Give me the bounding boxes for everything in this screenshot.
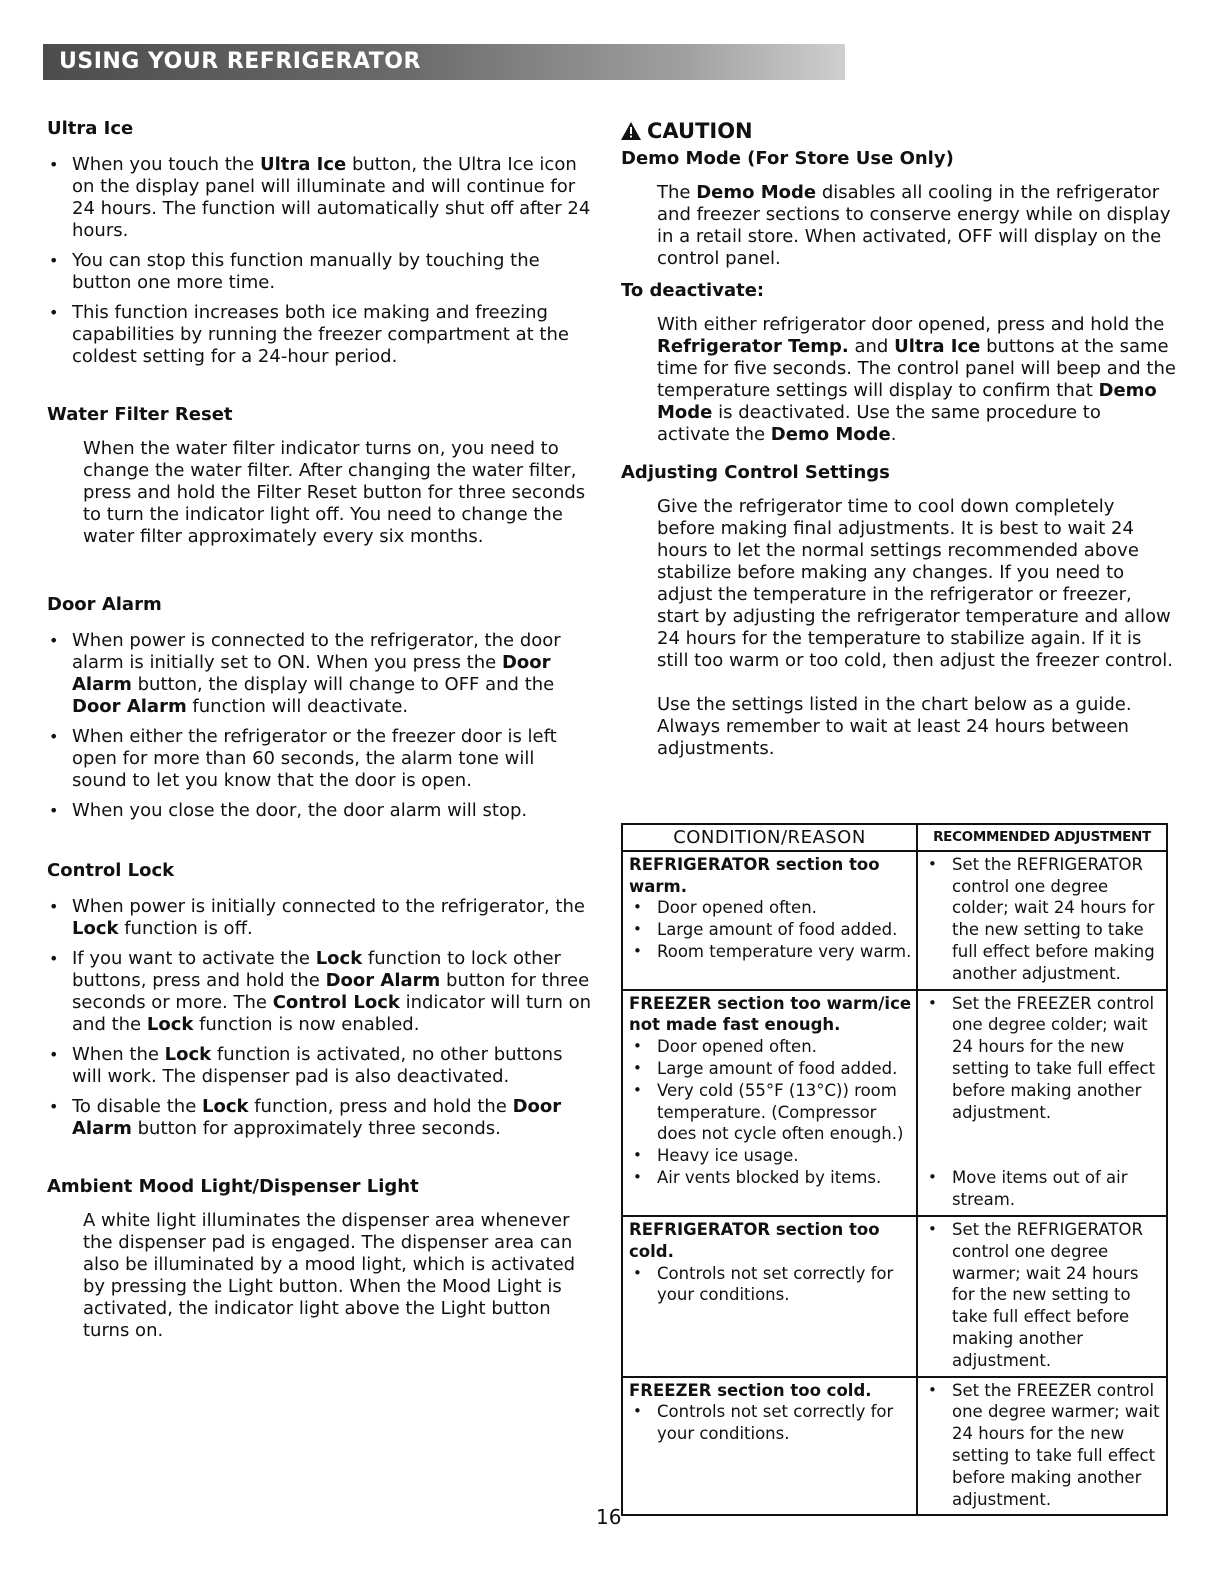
caution-label — [621, 118, 1177, 144]
right-column — [621, 118, 1177, 760]
table-row — [622, 1216, 1167, 1377]
list-item: • Controls not set correctly for your conditions. — [629, 1401, 912, 1445]
list-item: • When either the refrigerator or the freezer door is left open for more than 60 seconds, the alarm tone will sound to let you know that the door is open. — [47, 726, 592, 792]
condition-header: CONDITION/REASON — [622, 824, 917, 851]
list-item: • Set the REFRIGERATOR control one degree warmer; wait 24 hours for the new setting to take full effect before making another adjustment. — [924, 1219, 1162, 1372]
table-row — [622, 851, 1167, 990]
list-item: • Set the FREEZER control one degree colder; wait 24 hours for the new setting to take full effect before making another adjustment. — [924, 993, 1162, 1124]
condition-cell: REFRIGERATOR section too cold. • Controls not set correctly for your conditions. — [622, 1216, 917, 1377]
list-item: • Air vents blocked by items. — [629, 1167, 912, 1189]
condition-cell: FREEZER section too cold. • Controls not set correctly for your conditions. — [622, 1377, 917, 1516]
list-item: • When power is connected to the refrigerator, the door alarm is initially set to ON. When you press the Door Alarm button, the display will change to OFF and the Door Alarm function will deactivate. — [47, 630, 592, 718]
list-item: • This function increases both ice making and freezing capabilities by running the freezer compartment at the coldest setting for a 24-hour period. — [47, 302, 592, 368]
section-banner — [43, 44, 845, 80]
list-item: • Controls not set correctly for your conditions. — [629, 1263, 912, 1307]
table-row — [622, 990, 1167, 1216]
mood-light-heading: Ambient Mood Light/Dispenser Light — [47, 1176, 419, 1197]
list-item: • When the Lock function is activated, no other buttons will work. The dispenser pad is also deactivated. — [47, 1044, 592, 1088]
list-item: • Set the REFRIGERATOR control one degree colder; wait 24 hours for the new setting to take full effect before making another adjustment. — [924, 854, 1162, 985]
adjustment-cell — [917, 1377, 1167, 1516]
list-item: • Large amount of food added. — [629, 1058, 912, 1080]
adjustment-cell — [917, 851, 1167, 990]
list-item: • Move items out of air stream. — [924, 1167, 1162, 1211]
list-item: • When you touch the Ultra Ice button, the Ultra Ice icon on the display panel will illuminate and will continue for 24 hours. The function will automatically shut off after 24 hours. — [47, 154, 592, 242]
adjust-heading: Adjusting Control Settings — [621, 462, 890, 483]
caution-text: CAUTION — [647, 119, 753, 143]
condition-cell: REFRIGERATOR section too warm. • Door opened often. • Large amount of food added. • Room temperature very warm. — [622, 851, 917, 990]
demo-mode-text: The Demo Mode disables all cooling in the refrigerator and freezer sections to conserve energy while on display in a retail store. When activated, OFF will display on the control panel. — [657, 182, 1171, 269]
water-filter-text: When the water filter indicator turns on, you need to change the water filter. After changing the water filter, press and hold the Filter Reset button for three seconds to turn the indicator light off. You need to change the water filter approximately every six months. — [83, 438, 586, 547]
control-lock-list — [47, 896, 592, 1140]
list-item: • To disable the Lock function, press and hold the Door Alarm button for approximately three seconds. — [47, 1096, 592, 1140]
door-alarm-heading: Door Alarm — [47, 594, 162, 615]
list-item: • Set the FREEZER control one degree warmer; wait 24 hours for the new setting to take full effect before making another adjustment. — [924, 1380, 1162, 1511]
adjust-text-1: Give the refrigerator time to cool down completely before making final adjustments. It is best to wait 24 hours to let the normal settings recommended above stabilize before making any changes. If you need to adjust the temperature in the refrigerator or freezer, start by adjusting the refrigerator temperature and allow 24 hours for the temperature to stabilize again. If it is still too warm or too cold, then adjust the freezer control. — [657, 496, 1173, 671]
list-item: • Door opened often. — [629, 1036, 912, 1058]
list-item: • Large amount of food added. — [629, 919, 912, 941]
list-item: • Room temperature very warm. — [629, 941, 912, 963]
adjustment-table — [621, 823, 1168, 1516]
mood-light-text: A white light illuminates the dispenser area whenever the dispenser pad is engaged. The dispenser area can also be illuminated by a mood light, which is activated by pressing the Light button. When the Mood Light is activated, the indicator light above the Light button turns on. — [83, 1210, 576, 1341]
door-alarm-list — [47, 630, 592, 822]
adjustment-cell — [917, 990, 1167, 1216]
adjustment-header: RECOMMENDED ADJUSTMENT — [917, 824, 1167, 851]
list-item: • You can stop this function manually by touching the button one more time. — [47, 250, 592, 294]
section-title: USING YOUR REFRIGERATOR — [59, 49, 421, 74]
ultra-ice-heading: Ultra Ice — [47, 118, 134, 139]
adjustment-cell — [917, 1216, 1167, 1377]
adjust-text-2: Use the settings listed in the chart below as a guide. Always remember to wait at least 24 hours between adjustments. — [657, 694, 1132, 759]
condition-cell: FREEZER section too warm/ice not made fast enough. • Door opened often. • Large amount of food added. • Very cold (55°F (13°C)) room temperature. (Compressor does not cycle often enough.) • Heavy ice usage. • Air vents blocked by items. — [622, 990, 917, 1216]
demo-mode-heading: Demo Mode (For Store Use Only) — [621, 148, 954, 169]
deactivate-text: With either refrigerator door opened, press and hold the Refrigerator Temp. and Ultra Ice buttons at the same time for five seconds. The control panel will beep and the temperature settings will display to confirm that Demo Mode is deactivated. Use the same procedure to activate the Demo Mode. — [657, 314, 1176, 445]
ultra-ice-list — [47, 154, 592, 368]
deactivate-heading: To deactivate: — [621, 280, 765, 301]
control-lock-heading: Control Lock — [47, 860, 175, 881]
page-number: 16 — [596, 1505, 622, 1529]
list-item: • If you want to activate the Lock function to lock other buttons, press and hold the Door Alarm button for three seconds or more. The Control Lock indicator will turn on and the Lock function is now enabled. — [47, 948, 592, 1036]
list-item: • Heavy ice usage. — [629, 1145, 912, 1167]
list-item: • Very cold (55°F (13°C)) room temperature. (Compressor does not cycle often enough.) — [629, 1080, 912, 1145]
left-column — [47, 118, 592, 1342]
table-row — [622, 1377, 1167, 1516]
table-header-row — [622, 824, 1167, 851]
warning-icon — [621, 122, 641, 140]
water-filter-heading: Water Filter Reset — [47, 404, 233, 425]
list-item: • When you close the door, the door alarm will stop. — [47, 800, 592, 822]
list-item: • When power is initially connected to the refrigerator, the Lock function is off. — [47, 896, 592, 940]
list-item: • Door opened often. — [629, 897, 912, 919]
